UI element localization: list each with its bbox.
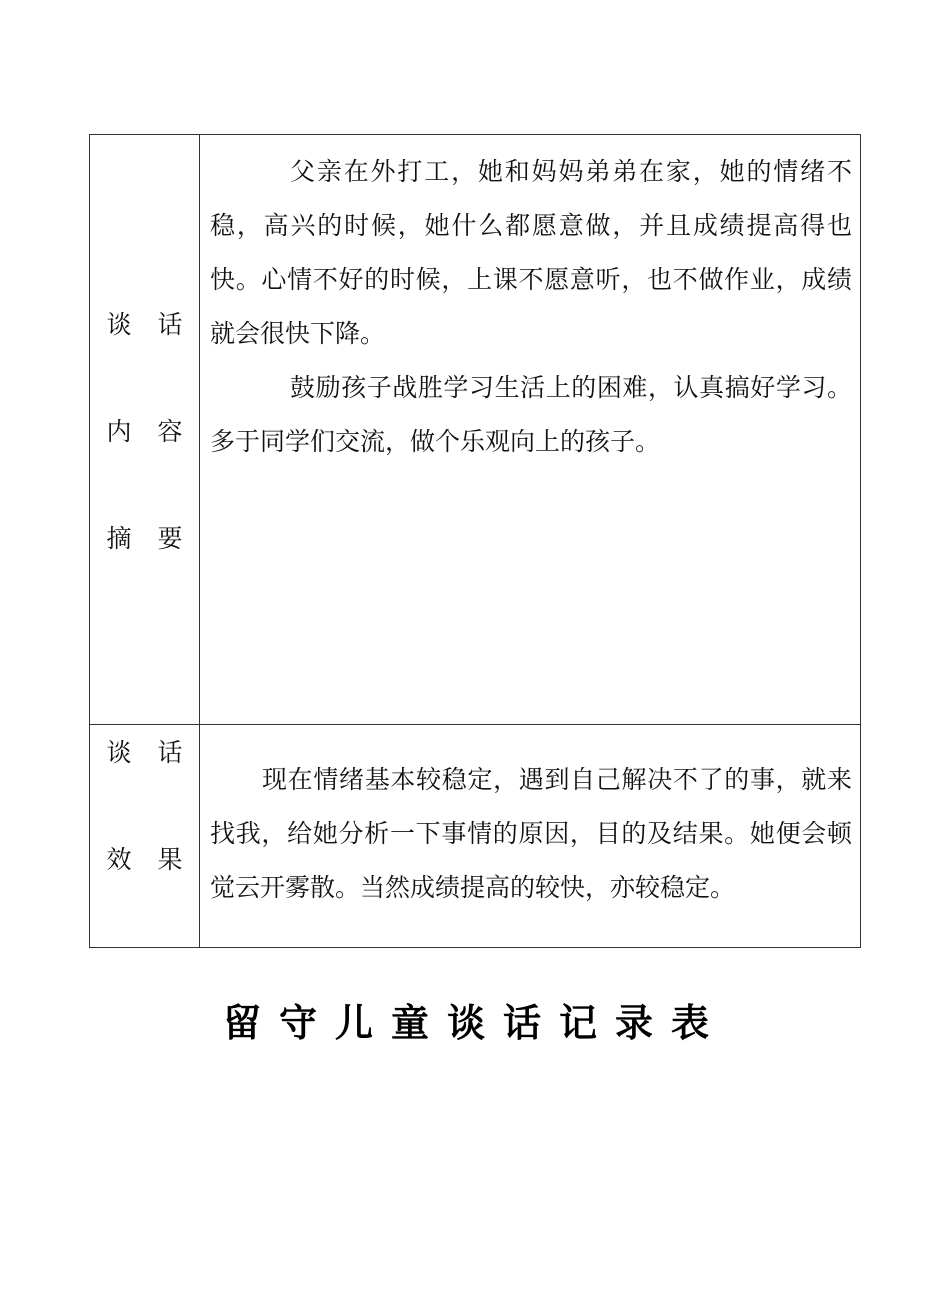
summary-content	[200, 135, 860, 469]
summary-row	[90, 135, 861, 725]
summary-label-line-1: 谈 话	[106, 310, 192, 339]
summary-label-line-2: 内 容	[106, 417, 192, 446]
summary-content-cell	[200, 135, 861, 725]
summary-paragraph-2: 鼓励孩子战胜学习生活上的困难，认真搞好学习。多于同学们交流，做个乐观向上的孩子。	[210, 373, 852, 456]
effect-row	[90, 725, 861, 948]
effect-label	[90, 725, 199, 947]
document-title: 留守儿童谈话记录表	[222, 1001, 727, 1045]
summary-label	[90, 135, 199, 626]
summary-paragraph-1: 父亲在外打工，她和妈妈弟弟在家，她的情绪不稳，高兴的时候，她什么都愿意做，并且成绩提高得也快。心情不好的时候，上课不愿意听，也不做作业，成绩就会很快下降。	[210, 157, 852, 348]
summary-label-cell	[90, 135, 200, 725]
effect-label-line-1: 谈 话	[106, 738, 192, 767]
talk-record-table	[89, 134, 861, 948]
effect-content-cell	[200, 725, 861, 948]
effect-label-line-2: 效 果	[106, 845, 192, 874]
effect-paragraph-1: 现在情绪基本较稳定，遇到自己解决不了的事，就来找我，给她分析一下事情的原因，目的及结果。她便会顿觉云开雾散。当然成绩提高的较快，亦较稳定。	[210, 765, 852, 902]
effect-label-cell	[90, 725, 200, 948]
summary-label-line-3: 摘 要	[106, 524, 192, 553]
effect-content	[200, 725, 860, 915]
